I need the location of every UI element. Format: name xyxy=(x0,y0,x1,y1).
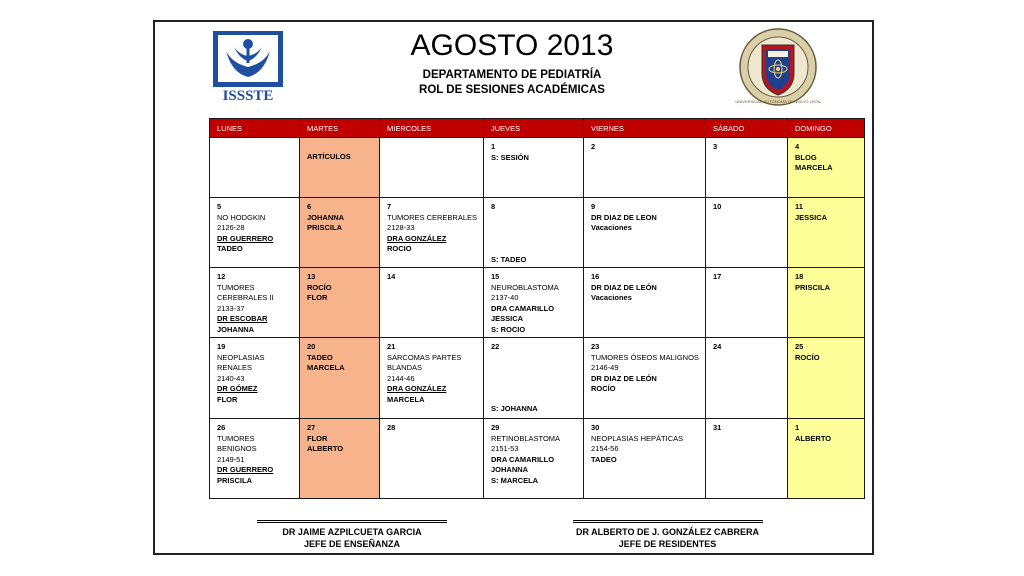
session-assignment: S: JOHANNA xyxy=(491,403,538,413)
day-number: 6 xyxy=(307,202,312,211)
day-number: 4 xyxy=(795,142,800,151)
day-number: 14 xyxy=(387,272,396,281)
resident-name: FLOR xyxy=(217,394,238,404)
day-number: 26 xyxy=(217,423,226,432)
day-cell xyxy=(210,268,300,338)
session-topic: NEOPLASIAS HEPÁTICAS xyxy=(591,433,684,443)
session-topic: TUMORES BENIGNOS xyxy=(217,433,257,453)
session-topic: NO HODGKIN xyxy=(217,212,266,222)
weekday-header: VIERNES xyxy=(584,119,706,138)
signature-block-right xyxy=(560,520,775,550)
week-row xyxy=(210,419,865,499)
day-cell xyxy=(300,338,380,419)
session-topic: TUMORES CEREBRALES II xyxy=(217,282,274,302)
doctor-name: DRA CAMARILLO xyxy=(491,303,555,313)
page-range: 2151-53 xyxy=(491,444,519,453)
status-note: Vacaciones xyxy=(591,223,632,232)
resident-name: TADEO xyxy=(591,454,617,464)
day-number: 10 xyxy=(713,202,722,211)
resident-name: PRISCILA xyxy=(795,282,831,292)
day-cell xyxy=(788,268,865,338)
uanl-seal-text: UNIVERSIDAD AUTÓNOMA DE NUEVO LEÓN xyxy=(735,99,821,104)
session-topic: NEUROBLASTOMA xyxy=(491,282,559,292)
resident-name: ROCÍO xyxy=(591,384,616,393)
day-cell xyxy=(706,138,788,198)
session-topic: TUMORES ÓSEOS MALIGNOS xyxy=(591,352,699,362)
day-cell xyxy=(788,419,865,499)
week-row xyxy=(210,338,865,419)
day-number: 12 xyxy=(217,272,226,281)
doctor-name: DR ESCOBAR xyxy=(217,314,268,323)
session-topic: NEOPLASIAS RENALES xyxy=(217,352,265,372)
day-cell xyxy=(300,198,380,268)
page-range: 2137-40 xyxy=(491,293,519,302)
day-cell xyxy=(584,138,706,198)
session-topic: SARCOMAS PARTES BLANDAS xyxy=(387,352,462,372)
day-cell xyxy=(584,419,706,499)
page-range: 2128-33 xyxy=(387,223,415,232)
day-number: 15 xyxy=(491,272,500,281)
day-cell xyxy=(484,419,584,499)
day-cell xyxy=(706,419,788,499)
day-number: 20 xyxy=(307,342,316,351)
resident-name: TADEO xyxy=(307,352,333,362)
resident-name: JOHANNA xyxy=(491,465,529,474)
doctor-name: DR DIAZ DE LEON xyxy=(591,212,657,222)
doctor-name: DR GUERRERO xyxy=(217,465,274,474)
day-number: 28 xyxy=(387,423,396,432)
signature-block-left xyxy=(257,520,447,550)
week-row xyxy=(210,198,865,268)
weekday-header: LUNES xyxy=(210,119,300,138)
resident-name: MARCELA xyxy=(307,363,345,372)
signature-line xyxy=(573,520,763,523)
signatory-role: JEFE DE RESIDENTES xyxy=(618,539,717,549)
day-number: 25 xyxy=(795,342,804,351)
doctor-name: DR GUERRERO xyxy=(217,233,274,243)
day-cell xyxy=(584,268,706,338)
resident-name: FLOR xyxy=(307,293,328,302)
day-cell-empty xyxy=(380,138,484,198)
resident-name: ALBERTO xyxy=(307,444,344,453)
day-number: 19 xyxy=(217,342,226,351)
day-cell xyxy=(380,338,484,419)
day-number: 30 xyxy=(591,423,600,432)
day-cell xyxy=(380,419,484,499)
day-number: 17 xyxy=(713,272,722,281)
signatory-name: DR JAIME AZPILCUETA GARCIA xyxy=(282,527,422,537)
page-range: 2154-56 xyxy=(591,444,619,453)
doctor-name: DRA CAMARILLO xyxy=(491,454,555,464)
resident-name: ROCIO xyxy=(387,244,412,253)
day-cell xyxy=(380,198,484,268)
session-assignment: S: TADEO xyxy=(491,254,527,264)
day-number: 7 xyxy=(387,202,392,211)
issste-logo-text: ISSSTE xyxy=(222,88,274,104)
day-number: 27 xyxy=(307,423,316,432)
signature-line xyxy=(257,520,447,523)
day-cell xyxy=(300,268,380,338)
day-cell xyxy=(584,198,706,268)
day-number: 22 xyxy=(491,342,500,351)
day-cell xyxy=(706,198,788,268)
day-number: 24 xyxy=(713,342,722,351)
session-assignment: S: ROCIO xyxy=(491,324,526,334)
day-number: 23 xyxy=(591,342,600,351)
day-cell xyxy=(300,138,380,198)
resident-name: JESSICA xyxy=(795,212,828,222)
day-number: 1 xyxy=(795,423,800,432)
page-range: 2133-37 xyxy=(217,303,245,313)
session-assignment: S: MARCELA xyxy=(491,475,539,485)
weekday-header-row xyxy=(210,119,865,138)
page-range: 2126-28 xyxy=(217,223,245,232)
day-cell xyxy=(706,268,788,338)
roster-subtitle: ROL DE SESIONES ACADÉMICAS xyxy=(419,84,605,96)
day-cell-empty xyxy=(210,138,300,198)
resident-name: ROCÍO xyxy=(795,352,820,362)
day-number: 11 xyxy=(795,202,803,211)
doctor-name: DRA GONZÁLEZ xyxy=(387,384,447,393)
day-cell xyxy=(484,138,584,198)
session-assignment: S: SESIÓN xyxy=(491,152,529,162)
signatory-role: JEFE DE ENSEÑANZA xyxy=(303,539,401,549)
day-cell xyxy=(788,338,865,419)
page-range: 2144-46 xyxy=(387,373,415,383)
resident-name: ROCÍO xyxy=(307,282,332,292)
day-cell xyxy=(380,268,484,338)
day-number: 5 xyxy=(217,202,222,211)
day-number: 31 xyxy=(713,423,722,432)
signatory-name: DR ALBERTO DE J. GONZÁLEZ CABRERA xyxy=(575,527,759,537)
session-topic: TUMORES CEREBRALES xyxy=(387,212,478,222)
doctor-name: DRA GONZÁLEZ xyxy=(387,233,447,243)
day-number: 3 xyxy=(713,142,718,151)
department-subtitle: DEPARTAMENTO DE PEDIATRÍA xyxy=(422,69,602,81)
weekday-header: JUEVES xyxy=(484,119,584,138)
day-number: 8 xyxy=(491,202,496,211)
session-topic: RETINOBLASTOMA xyxy=(491,433,561,443)
page-title: AGOSTO 2013 xyxy=(410,29,614,62)
day-cell xyxy=(484,338,584,419)
day-number: 1 xyxy=(491,142,496,151)
doctor-name: DR GÓMEZ xyxy=(217,384,258,393)
resident-name: MARCELA xyxy=(795,163,833,172)
page-range: 2146-49 xyxy=(591,363,619,372)
page-range: 2140-43 xyxy=(217,373,245,383)
resident-name: PRISCILA xyxy=(307,223,343,232)
resident-name: TADEO xyxy=(217,244,243,253)
day-number: 29 xyxy=(491,423,500,432)
status-note: Vacaciones xyxy=(591,293,632,302)
day-cell xyxy=(484,198,584,268)
day-number: 13 xyxy=(307,272,316,281)
weekday-header: MARTES xyxy=(300,119,380,138)
doctor-name: DR DIAZ DE LEÓN xyxy=(591,282,657,292)
day-number: 9 xyxy=(591,202,596,211)
resident-name: ALBERTO xyxy=(795,433,832,443)
session-topic: ARTÍCULOS xyxy=(307,152,351,161)
day-cell xyxy=(210,338,300,419)
day-number: 21 xyxy=(387,342,396,351)
page-range: 2149-51 xyxy=(217,454,245,464)
day-cell xyxy=(484,268,584,338)
day-cell xyxy=(788,138,865,198)
day-cell xyxy=(210,198,300,268)
resident-name: JOHANNA xyxy=(217,324,255,334)
weekday-header: DOMINGO xyxy=(788,119,865,138)
day-number: 18 xyxy=(795,272,804,281)
resident-name: JESSICA xyxy=(491,314,524,323)
week-row xyxy=(210,268,865,338)
weekday-header: MIERCOLES xyxy=(380,119,484,138)
resident-name: PRISCILA xyxy=(217,475,253,485)
week-row xyxy=(210,138,865,198)
day-cell xyxy=(584,338,706,419)
resident-name: MARCELA xyxy=(387,394,425,404)
day-cell xyxy=(300,419,380,499)
weekday-header: SÁBADO xyxy=(706,119,788,138)
day-number: 2 xyxy=(591,142,596,151)
day-cell xyxy=(210,419,300,499)
day-cell xyxy=(788,198,865,268)
resident-name: FLOR xyxy=(307,433,328,443)
doctor-name: DR DIAZ DE LEÓN xyxy=(591,373,657,383)
resident-name: JOHANNA xyxy=(307,212,345,222)
calendar-table xyxy=(209,118,865,499)
session-topic: BLOG xyxy=(795,152,817,162)
day-number: 16 xyxy=(591,272,600,281)
day-cell xyxy=(706,338,788,419)
